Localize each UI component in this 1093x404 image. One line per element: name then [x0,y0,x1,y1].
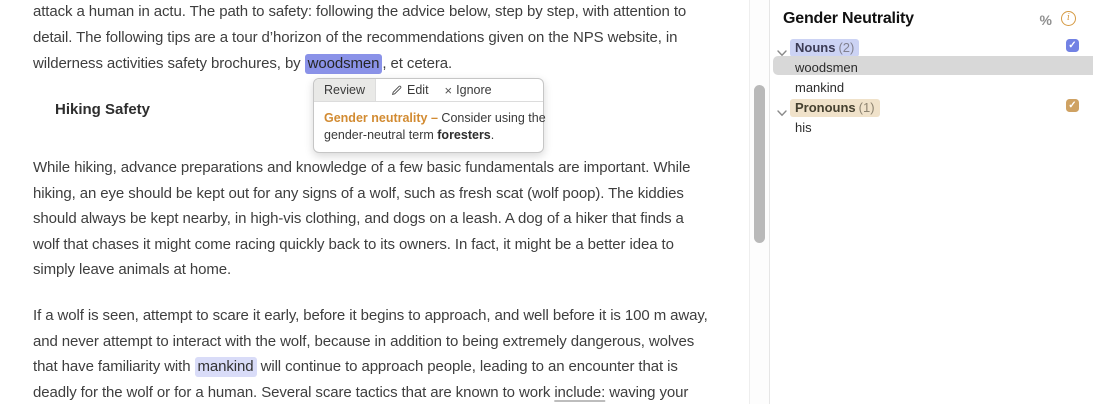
review-tab-label: Review [324,83,365,97]
suggestion-popup-body [314,102,546,152]
suggestion-line [324,127,533,144]
doc-line: and never attempt to interact with the wolf, because in addition to being extremely dangerous, wolves [33,332,695,350]
ignore-button-label: Ignore [456,83,492,97]
doc-text: will continue to approach people, leading to an encounter that is [256,358,678,375]
percent-toggle[interactable]: % [1039,12,1052,28]
gender-neutrality-panel [770,0,1093,404]
group-checkbox-pronouns[interactable]: ✓ [1066,99,1079,112]
list-item-his[interactable] [770,118,1093,138]
panel-title: Gender Neutrality [783,10,914,27]
doc-text: waving your [605,383,689,401]
suggestion-line [324,110,546,127]
item-label: woodsmen [795,60,858,75]
close-icon: × [444,82,453,98]
doc-line: hiking, an eye should be kept out for any signs of a wolf, such as fresh scat (wolf poop). The kiddies [33,184,684,202]
group-count: (1) [858,100,875,115]
doc-text: deadly for the wolf or for a human. Several scare tactics that are known to work [33,383,555,401]
doc-line [33,380,708,404]
doc-line: If a wolf is seen, attempt to scare it early, before it begins to approach, and well before it is 100 m away, [33,307,708,324]
suggestion-text: gender-neutral term [324,127,438,142]
doc-text: that have familiarity with [33,358,195,375]
group-name: Pronouns [795,100,856,115]
paragraph-intro[interactable] [33,0,686,77]
suggestion-text: . [490,127,495,142]
suggestion-text: Consider using the [437,111,546,125]
suggestion-category-label: Gender neutrality – [324,111,438,125]
suggestion-popup-header [314,79,543,102]
group-label-pronouns[interactable] [790,99,880,117]
group-count: (2) [838,40,855,55]
doc-line: wolf that chases it might come racing quickly back to its owners. In fact, it might be a better idea to [33,235,674,253]
doc-text: wilderness activities safety brochures, by [33,55,305,72]
style-suggestion-word[interactable]: include: [554,383,606,401]
info-icon[interactable]: i [1061,11,1076,26]
flagged-word-woodsmen[interactable]: woodsmen [305,54,383,74]
item-label: mankind [795,80,845,95]
list-item-mankind[interactable] [770,78,1093,98]
item-label: his [795,120,812,135]
edit-button[interactable] [388,79,431,101]
flagged-word-mankind[interactable]: mankind [195,357,257,377]
editor-scrollbar-thumb[interactable] [754,85,765,243]
ignore-button[interactable] [443,79,494,101]
group-name: Nouns [795,40,836,55]
group-row-pronouns [770,98,1093,118]
list-item-woodsmen[interactable] [770,58,1093,78]
doc-line [33,51,686,77]
review-tab[interactable] [314,79,376,101]
doc-line: attack a human in actu. The path to safety: following the advice below, step by step, with attention to [33,3,687,20]
suggested-term: foresters [437,127,491,142]
suggestion-popup [313,78,544,153]
group-row-nouns [770,38,1093,58]
paragraph-hiking[interactable] [33,155,690,283]
edit-button-label: Edit [407,83,429,97]
doc-line [33,354,708,380]
chevron-down-icon[interactable] [777,44,787,51]
doc-line: While hiking, advance preparations and knowledge of a few basic fundamentals are important. While [33,159,691,176]
doc-line: simply leave animals at home. [33,261,232,278]
section-heading: Hiking Safety [55,101,151,118]
pencil-icon [390,84,403,97]
group-label-nouns[interactable] [790,39,859,57]
group-checkbox-nouns[interactable]: ✓ [1066,39,1079,52]
chevron-down-icon[interactable] [777,104,787,111]
doc-text: , et cetera. [382,55,453,72]
doc-line: should always be kept nearby, in high-vis clothing, and dogs on a leash. A dog of a hiker that finds a [33,210,684,227]
editor-scrollbar-track[interactable] [749,0,770,404]
paragraph-wolf[interactable] [33,303,708,404]
doc-line: detail. The following tips are a tour d’horizon of the recommendations given on the NPS website, in [33,29,678,46]
